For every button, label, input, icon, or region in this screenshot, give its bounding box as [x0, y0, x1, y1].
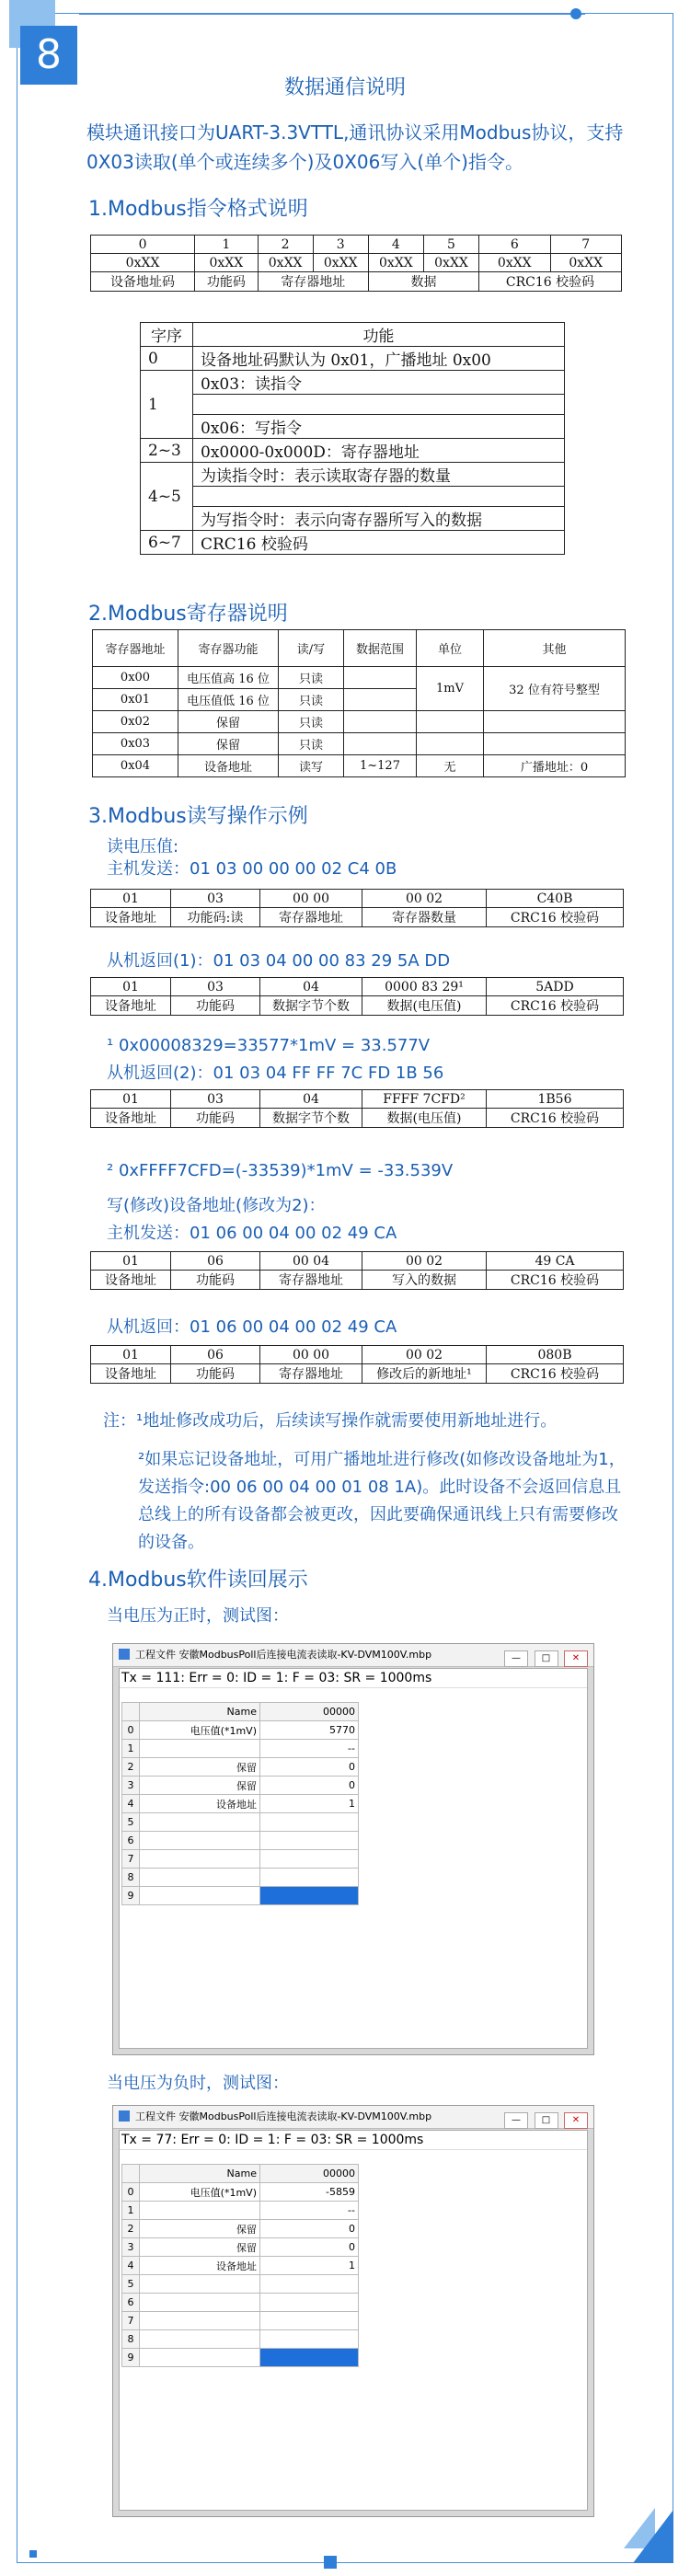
val-3: 0xXX: [313, 254, 368, 272]
ex1-n3: 寄存器数量: [362, 908, 487, 927]
ex1-n0: 设备地址: [91, 908, 171, 927]
reg-unit-mv: 1mV: [417, 667, 484, 711]
app-icon: [119, 2110, 130, 2122]
register-grid: [121, 1702, 359, 1905]
row-name[interactable]: 设备地址: [140, 1795, 260, 1813]
s3-heading: 3.Modbus读写操作示例: [88, 805, 308, 828]
minimize-button[interactable]: —: [504, 1650, 528, 1667]
row-num: 9: [122, 2349, 140, 2367]
row-name[interactable]: [140, 2202, 260, 2220]
calc-note-1: ¹ 0x00008329=33577*1mV = 33.577V: [107, 1036, 431, 1055]
idx-1: 1: [195, 236, 258, 254]
window-title: 工程文件 安徽ModbusPoll后连接电流表读取-KV-DVM100V.mbp: [135, 2110, 432, 2122]
row-value[interactable]: [260, 2330, 359, 2349]
row-num: 9: [122, 1887, 140, 1905]
reg-head-other: 其他: [484, 630, 626, 667]
section-badge: 8: [20, 26, 77, 85]
ex5-v2: 00 00: [260, 1346, 362, 1364]
grid-corner: [122, 1703, 140, 1721]
name-func: 功能码: [195, 272, 258, 292]
ex5-n0: 设备地址: [91, 1364, 171, 1384]
row-name[interactable]: [140, 2275, 260, 2294]
row-value[interactable]: 0: [260, 1777, 359, 1795]
fn-r3-write: 为写指令时：表示向寄存器所写入的数据: [193, 507, 565, 531]
reg-r3-other: [484, 733, 626, 755]
minimize-button[interactable]: —: [504, 2112, 528, 2129]
reg-r3-range: [344, 733, 417, 755]
row-value[interactable]: [260, 2275, 359, 2294]
row-value[interactable]: [260, 1850, 359, 1869]
reg-r3-unit: [417, 733, 484, 755]
ex2-v2: 04: [260, 978, 362, 996]
row-value[interactable]: 1: [260, 2257, 359, 2275]
ex3-v0: 01: [91, 1090, 171, 1109]
row-num: 4: [122, 1795, 140, 1813]
ex5-n2: 寄存器地址: [260, 1364, 362, 1384]
ex4-v4: 49 CA: [487, 1252, 624, 1271]
ex1-v3: 00 02: [362, 890, 487, 908]
ex2-n3: 数据(电压值): [362, 996, 487, 1016]
idx-5: 5: [423, 236, 478, 254]
corner-triangle: [633, 2510, 673, 2563]
row-name[interactable]: 保留: [140, 2238, 260, 2257]
row-num: 7: [122, 1850, 140, 1869]
ex4-n4: CRC16 校验码: [487, 1271, 624, 1290]
row-value[interactable]: 0: [260, 2220, 359, 2238]
s4-heading: 4.Modbus软件读回展示: [88, 1569, 308, 1592]
row-num: 3: [122, 2238, 140, 2257]
ex3-v1: 03: [171, 1090, 260, 1109]
ex1-v1: 03: [171, 890, 260, 908]
row-name[interactable]: 保留: [140, 1777, 260, 1795]
app-icon: [119, 1649, 130, 1660]
fn-r1-read: 0x03：读指令: [193, 371, 565, 395]
reg-r3-addr: 0x03: [93, 733, 178, 755]
ex5-v0: 01: [91, 1346, 171, 1364]
fn-r3-blank: [193, 487, 565, 507]
row-name[interactable]: [140, 2330, 260, 2349]
row-value[interactable]: [260, 1813, 359, 1832]
idx-4: 4: [368, 236, 423, 254]
reg-r2-other: [484, 711, 626, 733]
reg-r3-rw: 只读: [279, 733, 344, 755]
top-line: [79, 13, 585, 15]
example-table-2: [90, 977, 624, 1016]
reg-r2-addr: 0x02: [93, 711, 178, 733]
row-num: 2: [122, 1758, 140, 1777]
reg-head-unit: 单位: [417, 630, 484, 667]
reg-head-func: 寄存器功能: [178, 630, 279, 667]
grid-col-00000: 00000: [260, 2165, 359, 2183]
fn-r4-order: 6~7: [141, 531, 193, 555]
close-button[interactable]: ✕: [564, 2112, 588, 2129]
reg-r4-addr: 0x04: [93, 755, 178, 777]
ex2-n2: 数据字节个数: [260, 996, 362, 1016]
calc-note-2: ² 0xFFFF7CFD=(-33539)*1mV = -33.539V: [107, 1161, 454, 1180]
row-num: 3: [122, 1777, 140, 1795]
status-line: Tx = 111: Err = 0: ID = 1: F = 03: SR = 1000ms: [120, 1669, 587, 1688]
row-name[interactable]: [140, 2294, 260, 2312]
window-client: [119, 2130, 588, 2511]
row-value[interactable]: --: [260, 1740, 359, 1758]
modbus-poll-window-positive: [112, 1643, 594, 2055]
bottom-left-square: [29, 2550, 37, 2558]
row-num: 5: [122, 1813, 140, 1832]
row-num: 0: [122, 1721, 140, 1740]
reg-r1-rw: 只读: [279, 689, 344, 711]
idx-6: 6: [479, 236, 550, 254]
ex5-n3: 修改后的新地址¹: [362, 1364, 487, 1384]
ex1-n4: CRC16 校验码: [487, 908, 624, 927]
row-num: 1: [122, 1740, 140, 1758]
grid-col-name: Name: [140, 2165, 260, 2183]
row-value[interactable]: 5770: [260, 1721, 359, 1740]
fn-r0-order: 0: [141, 347, 193, 371]
ex3-n4: CRC16 校验码: [487, 1109, 624, 1128]
row-value-selected[interactable]: [260, 1887, 359, 1905]
ex5-n4: CRC16 校验码: [487, 1364, 624, 1384]
ex2-v4: 5ADD: [487, 978, 624, 996]
host-send-1: 主机发送：01 03 00 00 00 02 C4 0B: [107, 859, 397, 879]
reg-r3-func: 保留: [178, 733, 279, 755]
fn-r2-order: 2~3: [141, 439, 193, 463]
register-grid: [121, 2164, 359, 2367]
reg-r1-range: [344, 689, 417, 711]
ex5-v4: 080B: [487, 1346, 624, 1364]
slave-return-2: 从机返回(2)：01 03 04 FF FF 7C FD 1B 56: [107, 1064, 444, 1083]
fn-r2-desc: 0x0000-0x000D：寄存器地址: [193, 439, 565, 463]
modbus-poll-window-negative: [112, 2105, 594, 2517]
s2-heading: 2.Modbus寄存器说明: [88, 603, 288, 626]
ex3-n3: 数据(电压值): [362, 1109, 487, 1128]
ex1-v2: 00 00: [260, 890, 362, 908]
ex1-v4: C40B: [487, 890, 624, 908]
fn-r4-desc: CRC16 校验码: [193, 531, 565, 555]
reg-head-addr: 寄存器地址: [93, 630, 178, 667]
positive-voltage-label: 当电压为正时，测试图：: [107, 1606, 289, 1626]
slave-return-3: 从机返回：01 06 00 04 00 02 49 CA: [107, 1317, 397, 1337]
row-value[interactable]: [260, 1869, 359, 1887]
note-2: ²如果忘记设备地址，可用广播地址进行修改(如修改设备地址为1，发送指令:00 06 00 04 00 01 08 1A)。此时设备不会返回信息且总线上的所有设备都会被更改，因此要确保通讯线上只有需要修改的设备。: [138, 1450, 626, 1552]
row-value[interactable]: [260, 1832, 359, 1850]
ex4-n0: 设备地址: [91, 1271, 171, 1290]
s1-heading: 1.Modbus指令格式说明: [88, 198, 308, 221]
example-table-5: [90, 1345, 624, 1384]
function-table: [140, 322, 565, 555]
reg-r2-range: [344, 711, 417, 733]
val-6: 0xXX: [479, 254, 550, 272]
row-value-selected[interactable]: [260, 2349, 359, 2367]
grid-col-name: Name: [140, 1703, 260, 1721]
row-name[interactable]: [140, 2312, 260, 2330]
fn-r3-read: 为读指令时：表示读取寄存器的数量: [193, 463, 565, 487]
val-4: 0xXX: [368, 254, 423, 272]
window-titlebar[interactable]: [113, 2106, 593, 2129]
ex3-v3: FFFF 7CFD²: [362, 1090, 487, 1109]
reg-r4-other: 广播地址：0: [484, 755, 626, 777]
row-name[interactable]: [140, 1813, 260, 1832]
val-7: 0xXX: [550, 254, 622, 272]
slave-return-1: 从机返回(1)：01 03 04 00 00 83 29 5A DD: [107, 951, 451, 971]
row-value[interactable]: 0: [260, 2238, 359, 2257]
reg-r0-range: [344, 667, 417, 689]
ex5-v3: 00 02: [362, 1346, 487, 1364]
intro-text: 模块通讯接口为UART-3.3VTTL,通讯协议采用Modbus协议，支持0X03读取(单个或连续多个)及0X06写入(单个)指令。: [86, 121, 624, 173]
reg-r1-addr: 0x01: [93, 689, 178, 711]
row-name[interactable]: 设备地址: [140, 2257, 260, 2275]
row-value[interactable]: -5859: [260, 2183, 359, 2202]
fn-r1-order: 1: [141, 371, 193, 439]
fn-head-func: 功能: [193, 323, 565, 347]
val-2: 0xXX: [258, 254, 313, 272]
ex2-n1: 功能码: [171, 996, 260, 1016]
ex4-v0: 01: [91, 1252, 171, 1271]
reg-head-range: 数据范围: [344, 630, 417, 667]
reg-r0-rw: 只读: [279, 667, 344, 689]
ex2-v0: 01: [91, 978, 171, 996]
idx-2: 2: [258, 236, 313, 254]
ex2-v1: 03: [171, 978, 260, 996]
reg-r4-func: 设备地址: [178, 755, 279, 777]
val-5: 0xXX: [423, 254, 478, 272]
row-num: 6: [122, 1832, 140, 1850]
row-value[interactable]: [260, 2294, 359, 2312]
fn-r1-write: 0x06：写指令: [193, 415, 565, 439]
reg-head-rw: 读/写: [279, 630, 344, 667]
page-title: 数据通信说明: [283, 76, 406, 99]
ex4-n1: 功能码: [171, 1271, 260, 1290]
row-name[interactable]: [140, 1850, 260, 1869]
row-num: 8: [122, 1869, 140, 1887]
write-address-label: 写(修改)设备地址(修改为2)：: [107, 1196, 326, 1215]
row-num: 5: [122, 2275, 140, 2294]
example-table-4: [90, 1251, 624, 1290]
window-titlebar[interactable]: [113, 1644, 593, 1667]
ex1-n2: 寄存器地址: [260, 908, 362, 927]
close-button[interactable]: ✕: [564, 1650, 588, 1667]
reg-r0-func: 电压值高 16 位: [178, 667, 279, 689]
row-value[interactable]: 0: [260, 1758, 359, 1777]
row-name[interactable]: [140, 1740, 260, 1758]
name-reg: 寄存器地址: [258, 272, 368, 292]
idx-7: 7: [550, 236, 622, 254]
ex4-v1: 06: [171, 1252, 260, 1271]
window-client: [119, 1668, 588, 2049]
reg-r0-addr: 0x00: [93, 667, 178, 689]
idx-0: 0: [91, 236, 195, 254]
name-crc: CRC16 校验码: [479, 272, 622, 292]
maximize-button[interactable]: □: [535, 2112, 558, 2129]
row-value[interactable]: --: [260, 2202, 359, 2220]
ex4-n2: 寄存器地址: [260, 1271, 362, 1290]
row-value[interactable]: 1: [260, 1795, 359, 1813]
ex3-n0: 设备地址: [91, 1109, 171, 1128]
row-num: 8: [122, 2330, 140, 2349]
ex3-n2: 数据字节个数: [260, 1109, 362, 1128]
val-1: 0xXX: [195, 254, 258, 272]
ex5-n1: 功能码: [171, 1364, 260, 1384]
ex3-v4: 1B56: [487, 1090, 624, 1109]
grid-col-00000: 00000: [260, 1703, 359, 1721]
example-table-3: [90, 1089, 624, 1128]
row-name[interactable]: 电压值(*1mV): [140, 2183, 260, 2202]
val-0: 0xXX: [91, 254, 195, 272]
row-name[interactable]: [140, 2349, 260, 2367]
row-name[interactable]: [140, 1832, 260, 1850]
frame-format-table: [90, 235, 622, 292]
row-value[interactable]: [260, 2312, 359, 2330]
row-num: 2: [122, 2220, 140, 2238]
host-send-2: 主机发送：01 06 00 04 00 02 49 CA: [107, 1224, 397, 1243]
reg-r2-func: 保留: [178, 711, 279, 733]
row-num: 1: [122, 2202, 140, 2220]
row-name[interactable]: 电压值(*1mV): [140, 1721, 260, 1740]
top-dot: [570, 8, 581, 19]
ex5-v1: 06: [171, 1346, 260, 1364]
status-line: Tx = 77: Err = 0: ID = 1: F = 03: SR = 1000ms: [120, 2131, 587, 2150]
reg-r4-range: 1~127: [344, 755, 417, 777]
ex4-n3: 写入的数据: [362, 1271, 487, 1290]
row-name[interactable]: [140, 1869, 260, 1887]
negative-voltage-label: 当电压为负时，测试图：: [107, 2074, 289, 2093]
note-1: 注：¹地址修改成功后，后续读写操作就需要使用新地址进行。: [103, 1411, 558, 1431]
row-num: 0: [122, 2183, 140, 2202]
reg-r4-rw: 读写: [279, 755, 344, 777]
ex3-v2: 04: [260, 1090, 362, 1109]
name-data: 数据: [368, 272, 478, 292]
grid-corner: [122, 2165, 140, 2183]
row-num: 4: [122, 2257, 140, 2275]
window-title: 工程文件 安徽ModbusPoll后连接电流表读取-KV-DVM100V.mbp: [135, 1649, 432, 1661]
ex2-n4: CRC16 校验码: [487, 996, 624, 1016]
row-num: 6: [122, 2294, 140, 2312]
row-name[interactable]: 保留: [140, 1758, 260, 1777]
fn-r3-order: 4~5: [141, 463, 193, 531]
bottom-square: [324, 2556, 337, 2569]
reg-r4-unit: 无: [417, 755, 484, 777]
example-table-1: [90, 889, 624, 927]
ex1-v0: 01: [91, 890, 171, 908]
maximize-button[interactable]: □: [535, 1650, 558, 1667]
fn-head-order: 字序: [141, 323, 193, 347]
ex3-n1: 功能码: [171, 1109, 260, 1128]
ex1-n1: 功能码:读: [171, 908, 260, 927]
reg-r1-func: 电压值低 16 位: [178, 689, 279, 711]
row-num: 7: [122, 2312, 140, 2330]
register-table: [92, 629, 626, 777]
read-voltage-label: 读电压值:: [107, 837, 179, 857]
ex2-n0: 设备地址: [91, 996, 171, 1016]
reg-r2-unit: [417, 711, 484, 733]
row-name[interactable]: 保留: [140, 2220, 260, 2238]
ex2-v3: 0000 83 29¹: [362, 978, 487, 996]
ex4-v2: 00 04: [260, 1252, 362, 1271]
row-name[interactable]: [140, 1887, 260, 1905]
idx-3: 3: [313, 236, 368, 254]
fn-r0-desc: 设备地址码默认为 0x01，广播地址 0x00: [193, 347, 565, 371]
ex4-v3: 00 02: [362, 1252, 487, 1271]
name-addr: 设备地址码: [91, 272, 195, 292]
fn-r1-blank: [193, 395, 565, 415]
reg-other-int32: 32 位有符号整型: [484, 667, 626, 711]
reg-r2-rw: 只读: [279, 711, 344, 733]
